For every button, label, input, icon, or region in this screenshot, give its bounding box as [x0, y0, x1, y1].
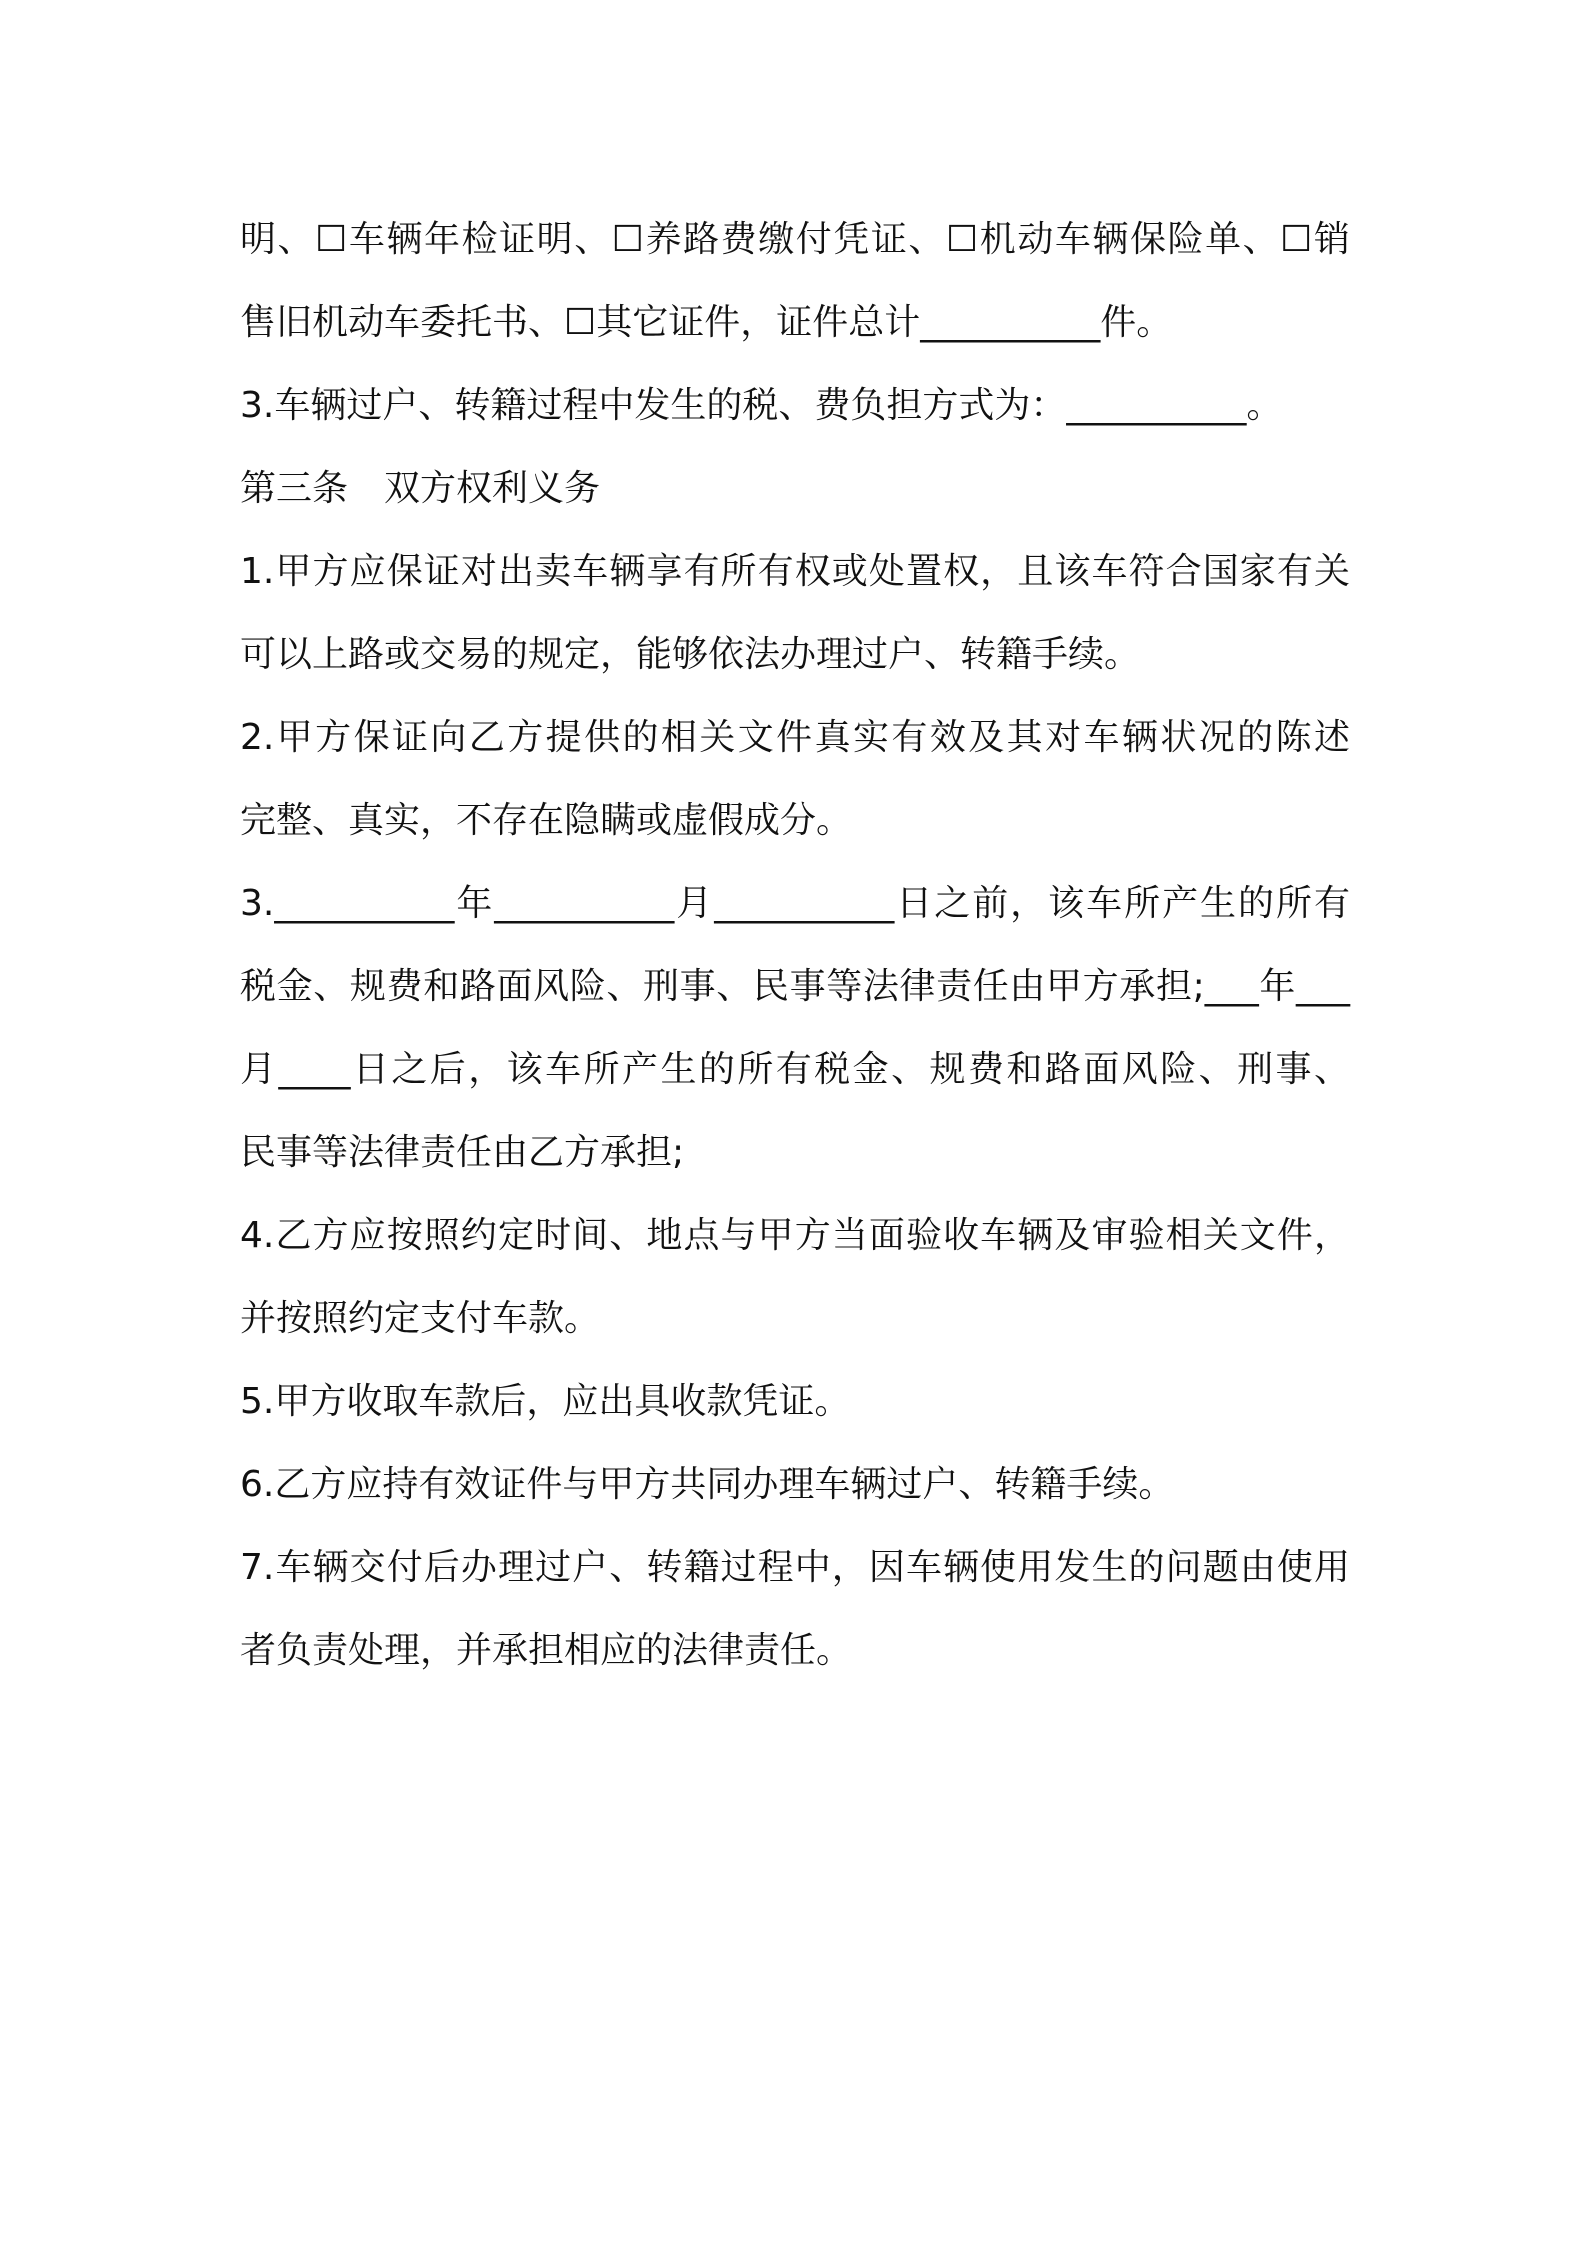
- body-line: 并按照约定支付车款。: [240, 1298, 601, 1339]
- body-line: 3.__________年__________月__________日之前，该车所产生的所有: [240, 883, 1350, 924]
- body-line: 者负责处理，并承担相应的法律责任。: [240, 1630, 853, 1671]
- body-line: 售旧机动车委托书、☐其它证件，证件总计__________件。: [240, 302, 1173, 343]
- section-heading: 第三条 双方权利义务: [240, 468, 601, 509]
- body-line: 4.乙方应按照约定时间、地点与甲方当面验收车辆及审验相关文件，: [240, 1215, 1350, 1256]
- body-line: 完整、真实，不存在隐瞒或虚假成分。: [240, 800, 853, 841]
- body-line: 税金、规费和路面风险、刑事、民事等法律责任由甲方承担;___年___: [240, 966, 1350, 1007]
- body-line: 5.甲方收取车款后，应出具收款凭证。: [240, 1381, 851, 1422]
- body-line: 月____日之后，该车所产生的所有税金、规费和路面风险、刑事、: [240, 1049, 1350, 1090]
- body-line: 民事等法律责任由乙方承担;: [240, 1132, 685, 1173]
- body-line: 3.车辆过户、转籍过程中发生的税、费负担方式为：__________。: [240, 385, 1283, 426]
- body-line: 明、☐车辆年检证明、☐养路费缴付凭证、☐机动车辆保险单、☐销: [240, 219, 1350, 260]
- body-line: 可以上路或交易的规定，能够依法办理过户、转籍手续。: [240, 634, 1141, 675]
- body-line: 2.甲方保证向乙方提供的相关文件真实有效及其对车辆状况的陈述: [240, 717, 1350, 758]
- document-body: [240, 198, 1350, 1692]
- body-line: 6.乙方应持有效证件与甲方共同办理车辆过户、转籍手续。: [240, 1464, 1175, 1505]
- body-line: 7.车辆交付后办理过户、转籍过程中，因车辆使用发生的问题由使用: [240, 1547, 1350, 1588]
- body-line: 1.甲方应保证对出卖车辆享有所有权或处置权，且该车符合国家有关: [240, 551, 1350, 592]
